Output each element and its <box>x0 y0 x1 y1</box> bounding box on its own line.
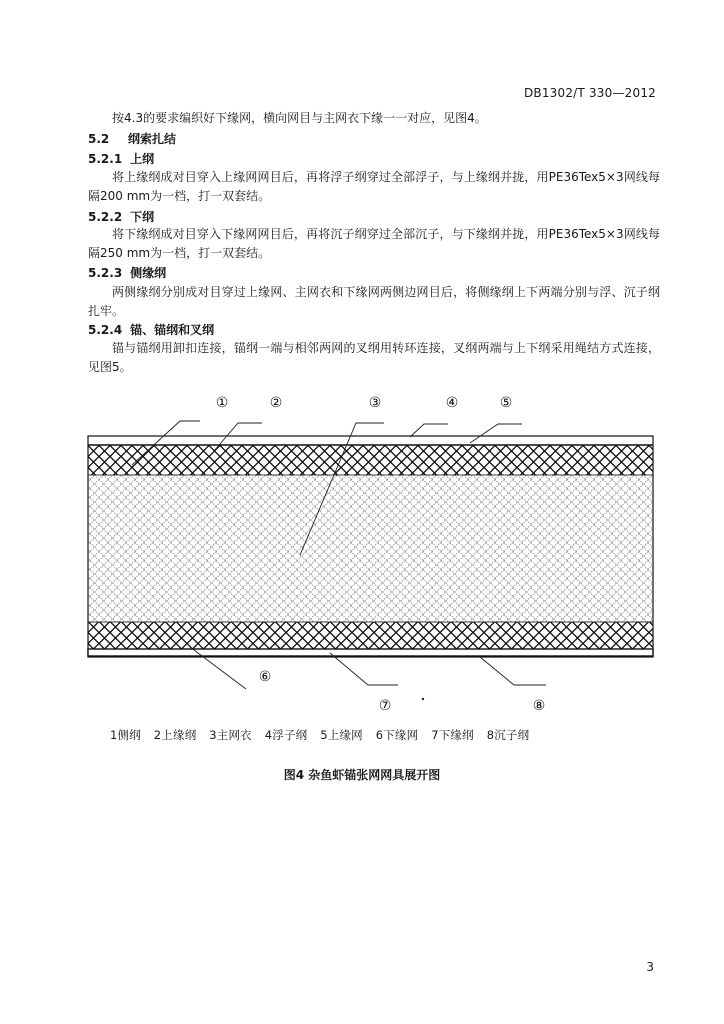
marker-4: ④ <box>445 395 459 411</box>
section-title: 上纲 <box>130 152 155 166</box>
figure-legend <box>110 727 538 743</box>
legend-item: 3主网衣 <box>209 728 252 742</box>
section-heading-5-2-4 <box>88 321 214 338</box>
section-heading-5-2-2 <box>88 208 154 225</box>
upper-edge-mesh <box>88 445 653 475</box>
section-text-5-2-4: 锚与锚纲用卸扣连接，锚纲一端与相邻两网的叉纲用转环连接，叉纲两端与上下纲采用绳结方式连接，见图5。 <box>88 341 660 374</box>
section-heading-5-2 <box>88 130 176 147</box>
marker-8: ⑧ <box>532 698 546 714</box>
legend-item: 7下缘纲 <box>431 728 474 742</box>
legend-item: 5上缘网 <box>320 728 363 742</box>
legend-item: 1侧纲 <box>110 728 141 742</box>
marker-6: ⑥ <box>258 669 272 685</box>
section-heading-5-2-3 <box>88 264 166 281</box>
stray-dot <box>422 698 424 700</box>
section-number: 5.2.1 <box>88 152 123 166</box>
section-text-5-2-3: 两侧缘纲分别成对目穿过上缘网、主网衣和下缘网两侧边网目后，将侧缘纲上下两端分别与浮、沉子纲扎牢。 <box>88 285 660 318</box>
section-title: 侧缘纲 <box>130 266 167 280</box>
marker-3: ③ <box>368 395 382 411</box>
legend-item: 4浮子纲 <box>264 728 308 742</box>
lower-edge-mesh <box>88 622 653 649</box>
legend-item: 2上缘纲 <box>153 728 197 742</box>
marker-1: ① <box>215 395 229 411</box>
section-number: 5.2 <box>88 132 110 146</box>
legend-item: 8沉子纲 <box>486 728 530 742</box>
legend-item: 6下缘网 <box>375 728 419 742</box>
intro-paragraph: 按4.3的要求编织好下缘网，横向网目与主网衣下缘一一对应，见图4。 <box>112 111 487 125</box>
marker-7: ⑦ <box>378 698 392 714</box>
section-heading-5-2-1 <box>88 150 154 167</box>
net-diagram <box>0 385 724 720</box>
sinker-line <box>88 649 653 656</box>
section-title: 纲索扎结 <box>128 132 177 146</box>
section-title: 锚、锚纲和叉纲 <box>130 323 215 337</box>
section-number: 5.2.2 <box>88 210 123 224</box>
document-code: DB1302/T 330—2012 <box>523 86 656 100</box>
section-title: 下纲 <box>130 210 155 224</box>
figure-caption: 图4 杂鱼虾锚张网网具展开图 <box>283 768 441 782</box>
section-number: 5.2.4 <box>88 323 123 337</box>
marker-2: ② <box>269 395 283 411</box>
section-number: 5.2.3 <box>88 266 123 280</box>
section-text-5-2-1: 将上缘纲成对目穿入上缘网网目后，再将浮子纲穿过全部浮子，与上缘纲并拢，用PE36Tex5×3网线每隔200 mm为一档，打一双套结。 <box>88 170 660 203</box>
marker-5: ⑤ <box>499 395 513 411</box>
section-text-5-2-2: 将下缘纲成对目穿入下缘网网目后，再将沉子纲穿过全部沉子，与下缘纲并拢，用PE36Tex5×3网线每隔250 mm为一档，打一双套结。 <box>88 227 660 260</box>
main-netting <box>88 475 653 622</box>
page-number: 3 <box>646 960 654 974</box>
